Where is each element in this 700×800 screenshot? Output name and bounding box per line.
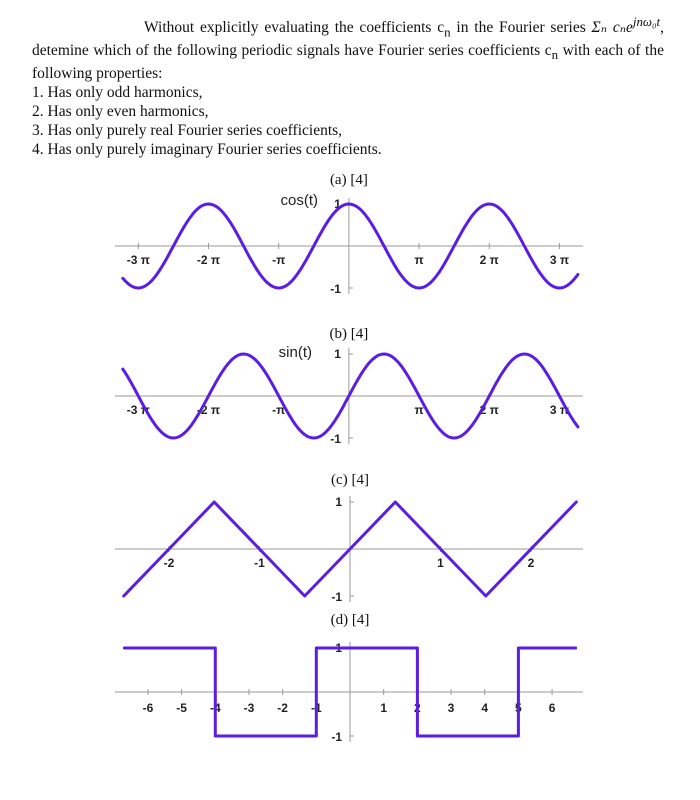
y-tick-label: 1 xyxy=(334,197,341,211)
x-tick-label: 6 xyxy=(548,701,556,715)
x-tick-label: 5 xyxy=(515,701,522,715)
intro-sub: n xyxy=(444,24,451,40)
property-item: 2. Has only even harmonics, xyxy=(32,103,209,121)
x-tick-label: -2 π xyxy=(196,253,221,267)
function-label: sin(t) xyxy=(278,344,312,361)
x-tick-label: -2 π xyxy=(196,403,221,417)
x-tick-label: -π xyxy=(272,403,286,417)
y-tick-label: 1 xyxy=(335,495,342,509)
y-tick-label: -1 xyxy=(330,282,341,296)
y-tick-label: 1 xyxy=(334,347,341,361)
intro-lead: Without explicitly evaluating the coefficients c xyxy=(144,19,445,37)
series-base: Σₙ cₙe xyxy=(591,19,633,37)
x-tick-label: -6 xyxy=(142,701,154,715)
x-tick-label: 2 π xyxy=(479,403,499,417)
x-tick-label: π xyxy=(414,253,424,267)
x-tick-label: 1 xyxy=(437,556,444,570)
x-tick-label: -4 xyxy=(209,701,221,715)
x-tick-label: 2 xyxy=(527,556,535,570)
plot-title: (d) [4] xyxy=(330,612,370,628)
plot-title: (a) [4] xyxy=(329,172,368,188)
intro-end: with each of the following properties: xyxy=(32,42,664,83)
x-tick-label: -2 xyxy=(277,701,288,715)
x-tick-label: -3 π xyxy=(126,403,150,417)
intro-tail-sub: n xyxy=(551,47,559,63)
plot-a xyxy=(115,172,583,296)
intro-tail: , detemine which of the following periodic signals have Fourier series coefficients c xyxy=(32,19,664,60)
property-item: 1. Has only odd harmonics, xyxy=(32,84,203,102)
x-tick-label: 4 xyxy=(481,701,489,715)
x-tick-label: 3 π xyxy=(549,253,570,267)
y-tick-label: 1 xyxy=(335,641,342,655)
plot-d xyxy=(115,612,583,744)
y-tick-label: -1 xyxy=(330,432,341,446)
series-exponent: jnω₀t xyxy=(632,14,661,29)
plot-title: (c) [4] xyxy=(331,472,369,488)
x-tick-label: -3 π xyxy=(126,253,150,267)
x-tick-label: -π xyxy=(272,253,286,267)
plot-c xyxy=(115,472,583,604)
y-tick-label: -1 xyxy=(331,590,342,604)
property-item: 4. Has only purely imaginary Fourier series coefficients. xyxy=(32,141,382,159)
x-tick-label: 3 π xyxy=(549,403,570,417)
x-tick-label: -5 xyxy=(176,701,187,715)
x-tick-label: -2 xyxy=(163,556,175,570)
intro-mid: in the Fourier series xyxy=(450,19,592,37)
x-tick-label: 3 xyxy=(447,701,455,715)
x-tick-label: 1 xyxy=(380,701,388,715)
plot-b xyxy=(115,326,583,446)
property-item: 3. Has only purely real Fourier series coefficients, xyxy=(32,122,343,140)
x-tick-label: 2 xyxy=(414,701,421,715)
x-tick-label: 2 π xyxy=(479,253,499,267)
function-label: cos(t) xyxy=(280,192,318,209)
plot-title: (b) [4] xyxy=(329,326,369,342)
x-tick-label: -1 xyxy=(254,556,265,570)
x-tick-label: -1 xyxy=(310,701,322,715)
x-tick-label: π xyxy=(414,403,424,417)
x-tick-label: -3 xyxy=(243,701,255,715)
y-tick-label: -1 xyxy=(331,730,342,744)
